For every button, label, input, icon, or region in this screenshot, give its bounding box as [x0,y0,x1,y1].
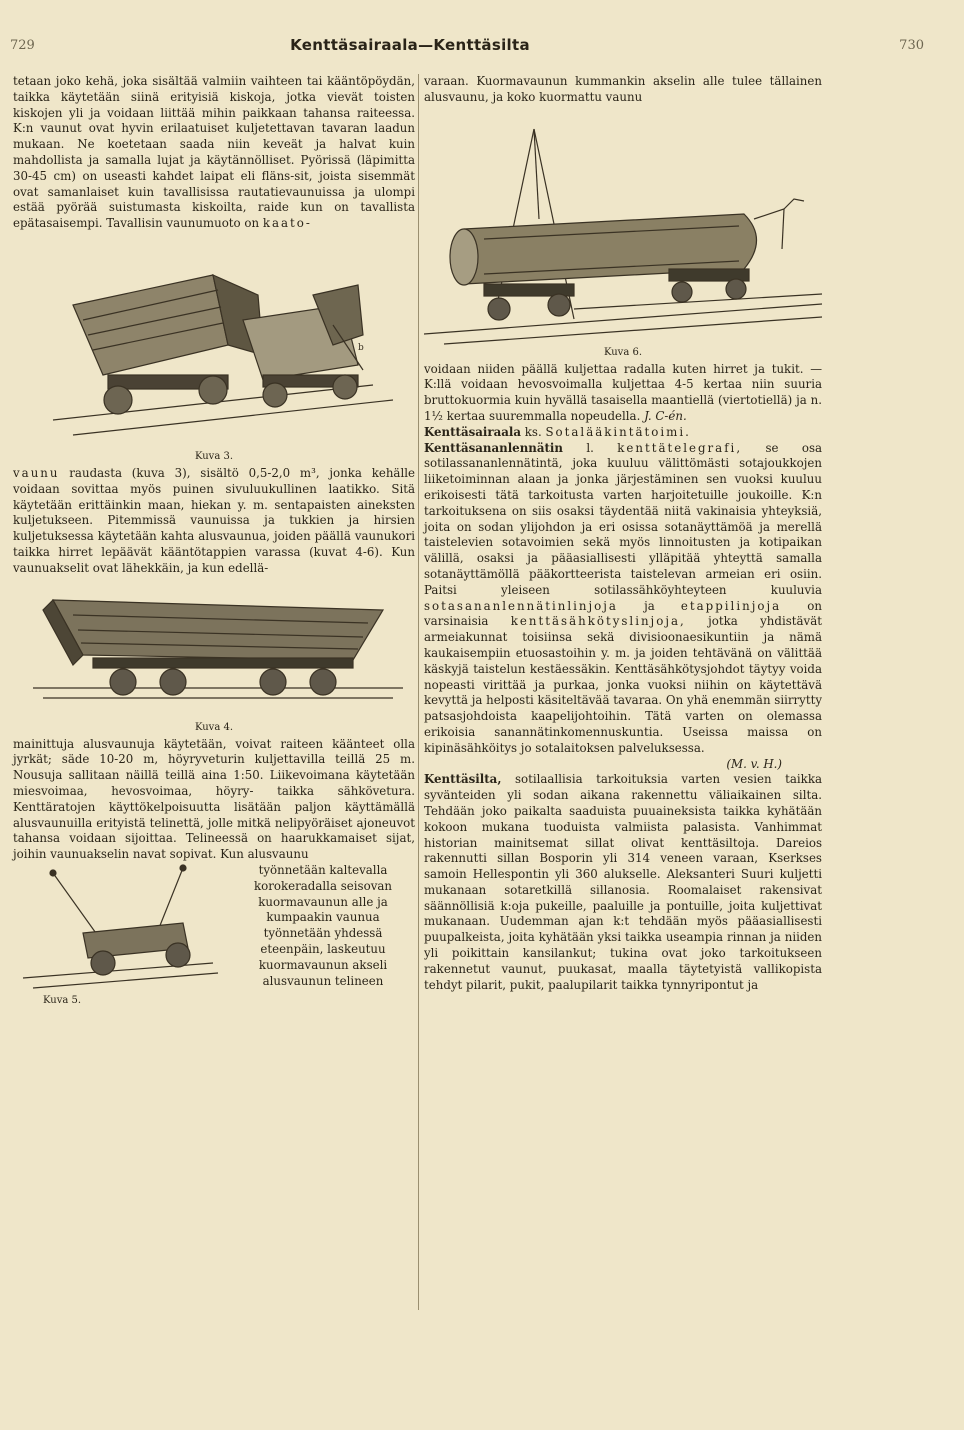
text: sotilaallisia tarkoituksia varten vesien taikka syvänteiden yli sodan aikana rakennettu väliaikainen silta. Tehdään joko paikalta saaduista puuaineksista taikka kyhätään kokoon mukana tuoduista valmiista palasista. Vanhimmat historian mainitsemat sillat olivat kenttäsiltoja. Dareios rakennutti sillan Bosporin yli 314 veneen varaan, Kserkses samoin Hellespontin yli 360 alukselle. Aleksanteri Suuri kuljetti mukanaan sotaretkillä sillanosia. Roomalaiset rakensivat säännöllisiä k:oja pukeille, paaluille ja pontuille, joita kuljettivat mukanaan. Uudemman ajan k:t tehdään myös pääasiallisesti puupalkeista, joita kyhätään yksi taikka useampia rinnan ja niiden yli poikittain kansilankut; tukina ovat joko tarkoitukseen rakennetut vaunut, puukasat, maalla täytetyistä vallikopista tehdyt pilarit, pukit, paalupilarit taikka tynnyripontut ja [424,772,822,992]
author-signature: J. C-én. [644,408,687,423]
log-carrying-wagon-illustration [424,109,822,345]
spaced-term: sotasananlennätinlinjoja [424,598,618,613]
spaced-term: kaato- [262,216,312,231]
text: ja [644,598,655,613]
text: se osa sotilassananlennätintä, joka kuuluu välittömästi sotajoukkojen liiketoiminnan alaan ja jonka järjestäminen sen vuoksi kuuluu erikoisesti tätä tarkoitusta varten harjoitetuille joukoille. K:n tarkoituksena on siis osaksi täydentää niitä vakinaisia yhteyksiä, joita on sodan ylijohdon ja eri osissa sotanäyttämöä ja merellä taistelevien sotavoimien sekä myös linnoitusten ja kotipaikan välillä, osaksi ja pääasiallisesti ylläpitää yhteyttä samalla sotanäyttämöllä pääkortteerista taistelevan armeian eri osiin. Paitsi yleiseen sotilassähköyhteyteen kuuluvia [424,440,823,597]
figure-3 [13,235,415,463]
spaced-term: kenttätelegrafi, [617,440,743,455]
figure-caption: Kuva 6. [603,346,643,358]
spaced-term: kenttäsähkötyslinjoja, [510,614,686,629]
figure-4 [13,580,415,734]
page-number-left: 729 [10,38,35,53]
paragraph: mainittuja alusvaunuja käytetään, voivat raiteen käänteet olla jyrkät; säde 10-20 m, höyryveturin kuljettavilla teillä 25 m. Nousuja sallitaan näillä teillä aina 1:50. Liikevoimana käytetään miesvoimaa, hevosvoimaa, höyry- taikka sähkövetura. Kenttäratojen käyttökelpoisuutta lisätään paljon käyttämällä alusvaunuilla erityistä telinettä, jolle mitkä nelipyöräiset ajoneuvot tahansa voidaan sijoittaa. Telineessä on haarukkamaiset sijat, joihin vaunuakselin navat sopivat. Kun alusvaunu [13,736,415,862]
spaced-term: etappilinjoja [680,598,782,613]
entry-headword: Kenttäsilta, [424,772,502,787]
paragraph [424,362,822,425]
author-signature: (M. v. H.) [726,756,782,771]
running-head: Kenttäsairaala—Kenttäsilta [290,36,530,54]
figure-caption: Kuva 3. [194,450,234,462]
text: l. [586,440,594,455]
tipper-wagon-illustration [13,235,415,449]
figure-5-wrap [13,863,415,1010]
entry-kenttasilta [424,772,822,993]
entry-kenttasananlennatin [424,441,822,757]
paragraph [13,466,415,577]
paragraph: varaan. Kuormavaunun kummankin akselin alle tulee tällainen alusvaunu, ja koko kuormattu vaunu [424,74,822,104]
entry-kenttasairaala [424,425,822,441]
cross-reference: Sotalääkintätoimi. [545,424,691,439]
paragraph [13,74,415,232]
left-column [13,74,415,1010]
text: on varsinaisia [424,598,822,629]
bogie-wagon-illustration [13,580,415,720]
figure-caption: Kuva 4. [194,721,234,733]
figure-caption: Kuva 5. [43,994,82,1006]
page-header [0,38,964,60]
text: raudasta (kuva 3), sisältö 0,5-2,0 m³, jonka kehälle voidaan sovittaa myös puinen sivuluukullinen laatikko. Sitä käytetään erittäinkin maan, hiekan y. m. sentapaisten aineksten kuljetukseen. Pitemmissä vaunuissa ja tukkien ja hirsien kuljetuksessa käytetään kahta alusvaunua, joiden päällä vaunukori taikka hirret lepäävät kääntötappien varassa (kuvat 4-6). Kun vaunuakselit ovat lähekkäin, ja kun edellä- [13,465,415,575]
svg-text:b: b [358,342,364,353]
right-column [424,74,822,993]
text: voidaan niiden päällä kuljettaa radalla kuten hirret ja tukit. — K:llä voidaan hevosvoimalla kuljettaa 4-5 kertaa niin suuria bruttokuormia kuin hyvällä tasaisella maantiellä (viertotiellä) ja n. 1½ kertaa suuremmalla nopeudella. [424,361,822,423]
column-divider [418,74,419,1310]
spaced-term: vaunu [13,465,60,480]
entry-headword: Kenttäsairaala [424,424,522,439]
text: tetaan joko kehä, joka sisältää valmiin vaihteen tai kääntöpöydän, taikka käytetään siinä erityisiä kiskoja, jotka vievät toisten kiskojen yli ja voidaan liittää mihin paikkaan tahansa raiteessa. K:n vaunut ovat hyvin erilaatuiset kuljetettavan tavaran laadun mukaan. Ne koetetaan saada niin keveät ja halvat kuin mahdollista ja samalla lujat ja käytännölliset. Pyörissä (läpimitta 30-45 cm) on useasti kahdet laipat eli fläns-sit, joista sisemmät ovat samanlaiset kuin tavallisissa rautatievaunuissa ja ulompi estää pyörää suistumasta kiskoilta, raide kun on tavallista epätasaisempi. Tavallisin vaunumuoto on [13,74,415,231]
page-number-right: 730 [899,38,924,53]
trolley-frame-illustration [13,863,223,993]
entry-headword: Kenttäsananlennätin [424,440,563,455]
figure-5 [13,863,223,1010]
text: ks. [524,424,542,439]
paragraph: työnnetään kaltevalla korokeradalla seisovan kuormavaunun alle ja kumpaakin vaunua työnnetään yhdessä eteenpäin, laskeutuu kuormavaunun akseli alusvaunun telineen [254,862,392,988]
figure-6 [424,109,822,359]
text: jotka yhdistävät armeiakunnat toisiinsa sekä divisioonaesikuntiin ja nämä kaukaisempiin etuosastoihin y. m. ja joiden tehtävänä on välittää käskyjä taistelun kestäessäkin. Kenttäsähkötysjohdot täytyy voida nopeasti virittää ja purkaa, jonka vuoksi niihin on käytettävä kevyttä ja helposti käsiteltävää tavaraa. On yhä enemmän siirrytty patsasjohdoista kaapelijohtoihin. Tätä varten on olemassa erikoisia sanannätinkomennuskuntia. Useissa maissa on kipinäsähköitys jo sotalaitoksen palveluksessa. [424,614,822,755]
